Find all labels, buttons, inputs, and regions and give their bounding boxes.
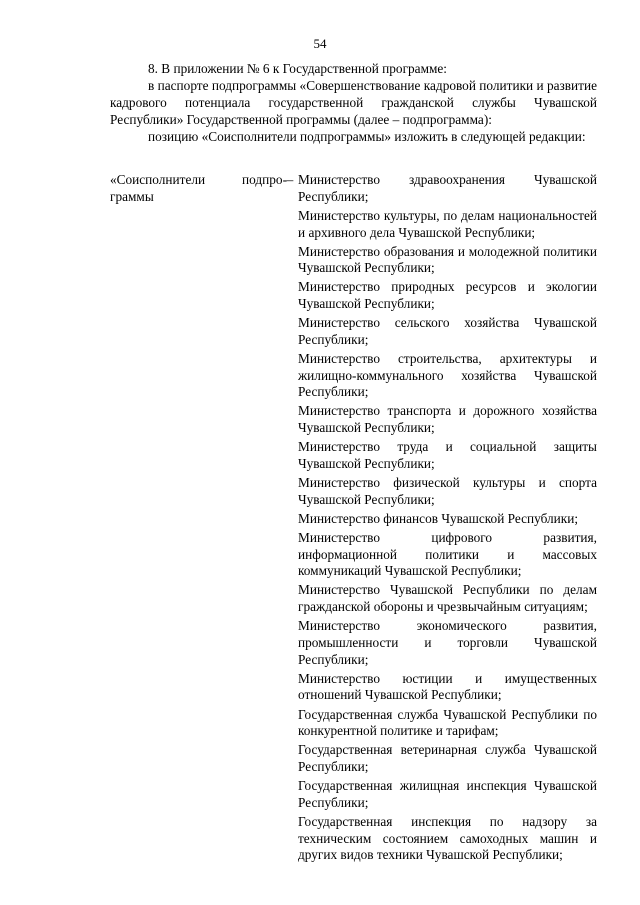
list-item: Государственная инспекция по надзору за техническим состоянием самоходных машин и других видов техники Чувашской Республики; (298, 813, 597, 863)
coexecutors-list (298, 172, 597, 866)
list-item: Министерство природных ресурсов и экологии Чувашской Республики; (298, 279, 597, 312)
list-item: Государственная жилищная инспекция Чувашской Республики; (298, 778, 597, 810)
position-label (110, 172, 287, 205)
intro-paragraph-position: позицию «Соисполнители подпрограммы» изложить в следующей редакции: (148, 129, 586, 144)
list-item: Министерство строительства, архитектуры и жилищно-коммунального хозяйства Чувашской Республики; (298, 350, 597, 400)
intro-text (110, 60, 597, 145)
list-item: Министерство культуры, по делам национальностей и архивного дела Чувашской Республики; (298, 207, 597, 240)
list-item: Государственная служба Чувашской Республики по конкурентной политике и тарифам; (298, 706, 597, 739)
position-label-line2: граммы (110, 188, 154, 204)
list-item: Министерство транспорта и дорожного хозяйства Чувашской Республики; (298, 403, 597, 436)
list-item: Государственная ветеринарная служба Чувашской Республики; (298, 742, 597, 775)
page-number: 54 (313, 36, 327, 51)
intro-paragraph-item-8: 8. В приложении № 6 к Государственной программе: (148, 61, 448, 76)
list-item: Министерство экономического развития, промышленности и торговли Чувашской Республики; (298, 618, 597, 667)
list-item: Министерство физической культуры и спорта Чувашской Республики; (298, 475, 597, 507)
position-dash: – (286, 172, 294, 187)
list-item: Министерство сельского хозяйства Чувашской Республики; (298, 315, 597, 347)
list-item: Министерство финансов Чувашской Республики; (298, 510, 579, 526)
position-label-line1: «Соисполнители подпро- (110, 172, 287, 187)
intro-paragraph-passport: в паспорте подпрограммы «Совершенствование кадровой политики и развитие кадрового потенциала государственной гражданской службы Чувашской Республики» Государственной программы (далее – подпрограмма): (110, 78, 597, 127)
list-item: Министерство юстиции и имущественных отношений Чувашской Республики; (298, 670, 597, 703)
list-item: Министерство Чувашской Республики по делам гражданской обороны и чрезвычайным ситуациям; (298, 582, 597, 615)
list-item: Министерство цифрового развития, информационной политики и массовых коммуникаций Чувашской Республики; (298, 529, 597, 579)
list-item: Министерство здравоохранения Чувашской Республики; (298, 172, 597, 204)
list-item: Министерство труда и социальной защиты Чувашской Республики; (298, 439, 597, 471)
list-item: Министерство образования и молодежной политики Чувашской Республики; (298, 243, 597, 276)
